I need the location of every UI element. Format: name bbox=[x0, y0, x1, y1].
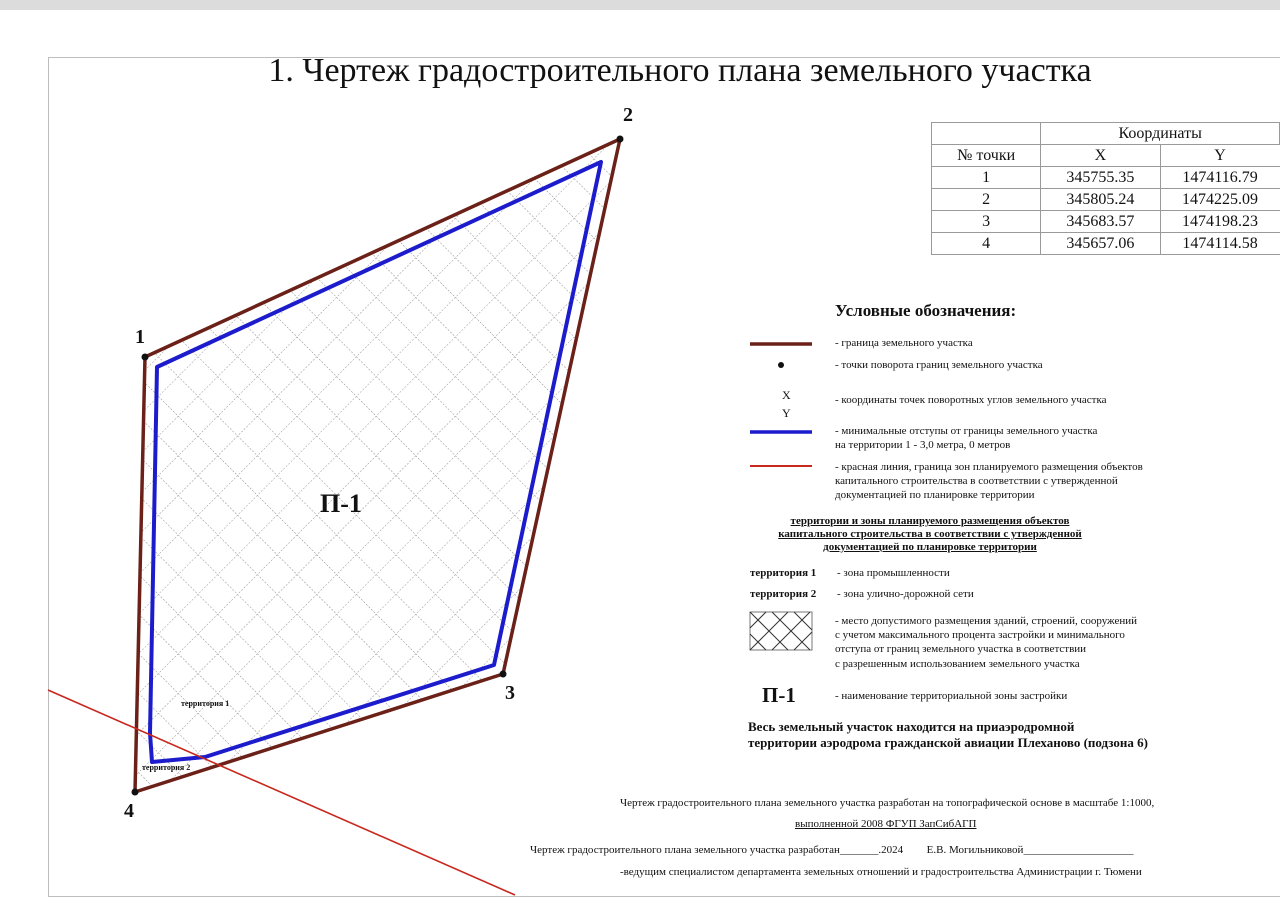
legend-setback-text-2: на территории 1 - 3,0 метра, 0 метров bbox=[835, 439, 1011, 451]
cell-point: 1 bbox=[932, 167, 1041, 189]
legend-red-line-text-1: - красная линия, граница зон планируемого размещения объектов bbox=[835, 461, 1143, 473]
footer-line-2: выполненной 2008 ФГУП ЗапСибАГП bbox=[795, 818, 977, 830]
legend-point-symbol bbox=[778, 362, 784, 368]
footer-line-4: -ведущим специалистом департамента земельных отношений и градостроительства Администрации г. Тюмени bbox=[620, 866, 1142, 878]
col-header-y: Y bbox=[1160, 145, 1279, 167]
legend-setback-text-1: - минимальные отступы от границы земельного участка bbox=[835, 425, 1098, 437]
territory-1-desc: - зона промышленности bbox=[837, 567, 950, 579]
cell-y: 1474225.09 bbox=[1160, 189, 1279, 211]
legend-red-line-text-3: документацией по планировке территории bbox=[835, 489, 1035, 501]
coordinates-table bbox=[931, 122, 1280, 255]
point-label-1: 1 bbox=[135, 326, 145, 348]
zones-heading-line-2: капитального строительства в соответствии с утвержденной bbox=[778, 528, 1082, 540]
territory-1-label: территория 1 bbox=[181, 699, 230, 708]
cell-y: 1474116.79 bbox=[1160, 167, 1279, 189]
turn-point-3 bbox=[500, 671, 507, 678]
footer-author: Е.В. Могильниковой bbox=[926, 844, 1024, 856]
point-label-3: 3 bbox=[505, 682, 515, 704]
zones-heading-line-3: документацией по планировке территории bbox=[823, 541, 1037, 553]
legend-title: Условные обозначения: bbox=[835, 301, 1017, 320]
territory-1-name: территория 1 bbox=[750, 567, 817, 579]
zones-heading bbox=[750, 515, 1110, 554]
cell-point: 3 bbox=[932, 211, 1041, 233]
table-cell bbox=[932, 123, 1041, 145]
legend-hatch-symbol bbox=[750, 612, 812, 650]
legend-hatch-text-2: с учетом максимального процента застройки и минимального bbox=[835, 629, 1125, 641]
coordinates-group-header: Координаты bbox=[1041, 123, 1280, 145]
footer-line-3-text: Чертеж градостроительного плана земельного участка разработан bbox=[530, 844, 840, 856]
table-header-row bbox=[932, 145, 1280, 167]
cell-y: 1474198.23 bbox=[1160, 211, 1279, 233]
legend-hatch-text-3: отступа от границ земельного участка в соответствии bbox=[835, 643, 1087, 655]
cell-y: 1474114.58 bbox=[1160, 233, 1279, 255]
turn-point-1 bbox=[142, 354, 149, 361]
footer-line-3 bbox=[530, 843, 1133, 857]
airfield-note-line-1: Весь земельный участок находится на приаэродромной bbox=[748, 719, 1075, 734]
cell-point: 4 bbox=[932, 233, 1041, 255]
territory-2-desc: - зона улично-дорожной сети bbox=[837, 588, 974, 600]
turn-point-4 bbox=[132, 789, 139, 796]
footer-line-1: Чертеж градостроительного плана земельного участка разработан на топографической основе в масштабе 1:1000, bbox=[620, 797, 1155, 809]
legend-zone-symbol: П-1 bbox=[762, 683, 796, 707]
table-row bbox=[932, 233, 1280, 255]
cell-x: 345805.24 bbox=[1041, 189, 1160, 211]
zone-label: П-1 bbox=[320, 489, 362, 518]
legend-hatch-text-1: - место допустимого размещения зданий, строений, сооружений bbox=[835, 615, 1138, 627]
legend-boundary-text: - граница земельного участка bbox=[835, 337, 973, 349]
zones-heading-line-1: территории и зоны планируемого размещения объектов bbox=[790, 515, 1070, 527]
table-row bbox=[932, 189, 1280, 211]
table-row bbox=[932, 167, 1280, 189]
footer-date: _______.2024 bbox=[839, 844, 904, 856]
col-header-x: X bbox=[1041, 145, 1160, 167]
airfield-note bbox=[748, 719, 1148, 751]
cell-x: 345657.06 bbox=[1041, 233, 1160, 255]
legend-xy-symbol-y: Y bbox=[782, 406, 791, 420]
cell-x: 345755.35 bbox=[1041, 167, 1160, 189]
cell-point: 2 bbox=[932, 189, 1041, 211]
legend-points-text: - точки поворота границ земельного участка bbox=[835, 359, 1043, 371]
legend-xy-symbol-x: X bbox=[782, 388, 791, 402]
legend-hatch-text-4: с разрешенным использованием земельного участка bbox=[835, 658, 1080, 670]
page-title: 1. Чертеж градостроительного плана земельного участка bbox=[268, 52, 1092, 89]
point-label-4: 4 bbox=[124, 800, 134, 822]
legend-zone-desc: - наименование территориальной зоны застройки bbox=[835, 690, 1068, 702]
legend-red-line-text-2: капитального строительства в соответствии с утвержденной bbox=[835, 475, 1118, 487]
point-label-2: 2 bbox=[623, 104, 633, 126]
territory-2-label: территория 2 bbox=[142, 763, 191, 772]
legend-coords-text: - координаты точек поворотных углов земельного участка bbox=[835, 394, 1107, 406]
territory-2-name: территория 2 bbox=[750, 588, 817, 600]
cell-x: 345683.57 bbox=[1041, 211, 1160, 233]
table-header-row bbox=[932, 123, 1280, 145]
table-row bbox=[932, 211, 1280, 233]
turn-point-2 bbox=[617, 136, 624, 143]
footer-signature-line: ____________________ bbox=[1023, 844, 1134, 856]
airfield-note-line-2: территории аэродрома гражданской авиации Плеханово (подзона 6) bbox=[748, 735, 1149, 750]
col-header-point: № точки bbox=[932, 145, 1041, 167]
